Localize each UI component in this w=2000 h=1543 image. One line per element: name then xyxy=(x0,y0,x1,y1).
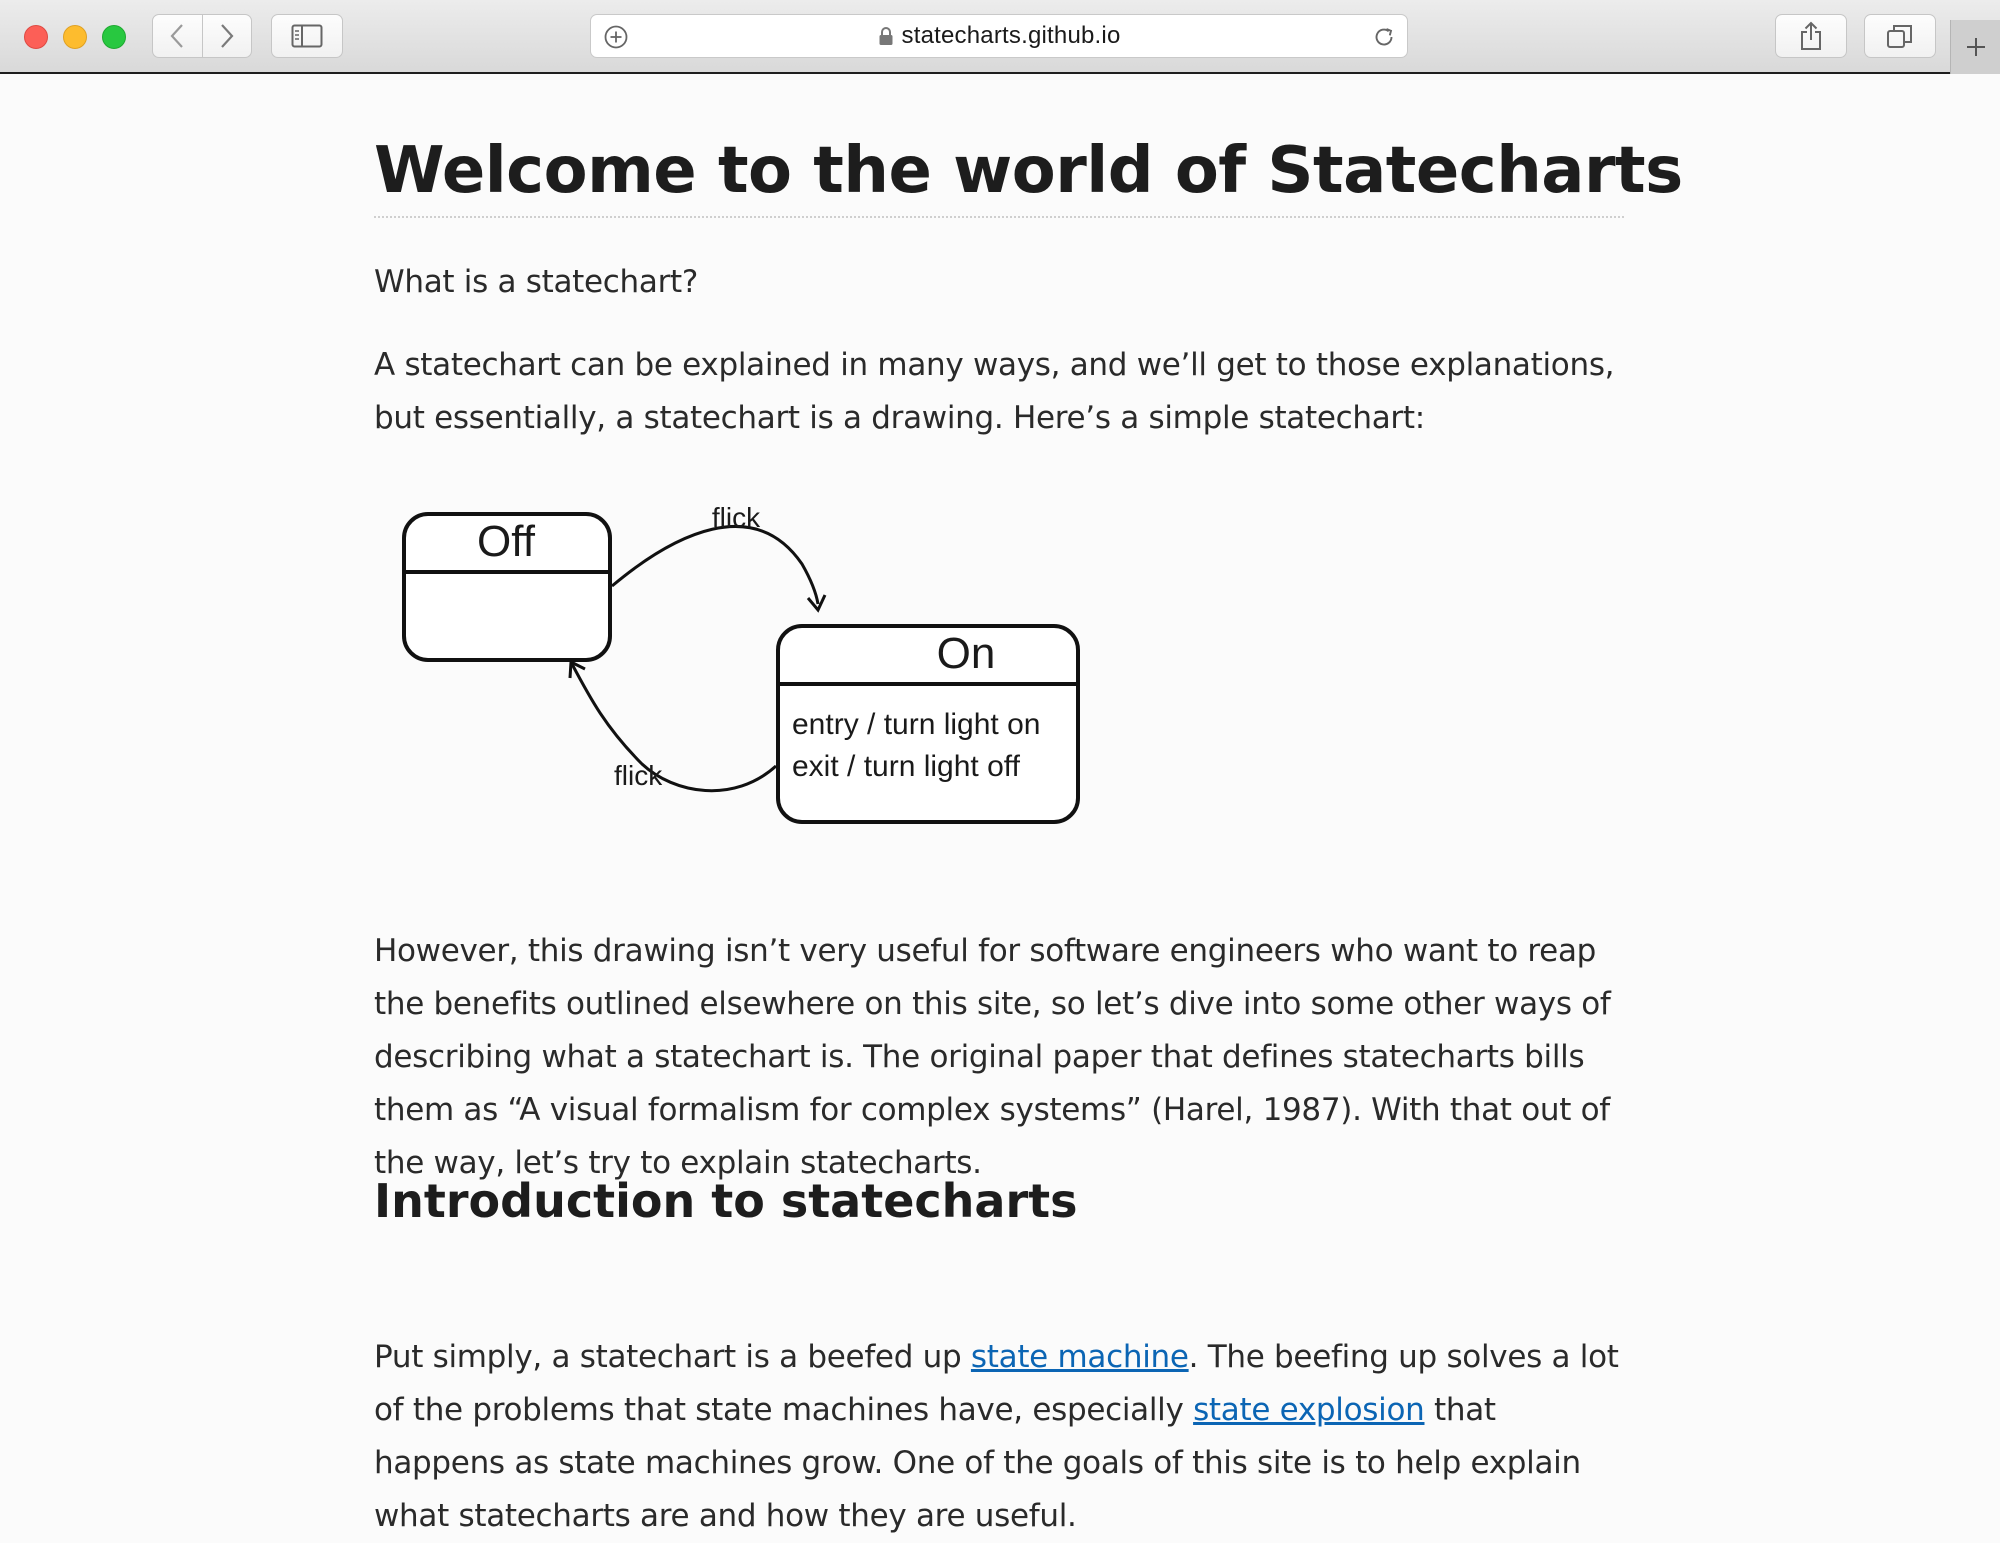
off-state-label: Off xyxy=(477,517,535,566)
transition-on-to-off xyxy=(572,664,776,791)
share-button[interactable] xyxy=(1775,14,1847,58)
p3-text-3: that happens as state machines grow. One of the goals of this site is to help explain what statecharts are and how they are useful. xyxy=(374,1392,1581,1534)
statechart-diagram xyxy=(374,474,1094,914)
chevron-left-icon xyxy=(169,23,185,49)
zoom-window-button[interactable] xyxy=(102,25,126,49)
flick-label-bottom: flick xyxy=(614,760,663,791)
intro-to-statecharts-paragraph xyxy=(374,1331,1624,1543)
close-window-button[interactable] xyxy=(24,25,48,49)
show-tabs-button[interactable] xyxy=(1864,14,1936,58)
page-title: Welcome to the world of Statecharts xyxy=(374,134,1683,208)
navigation-buttons xyxy=(152,14,252,58)
on-state-label: On xyxy=(936,629,996,678)
p3-text-1: Put simply, a statechart is a beefed up xyxy=(374,1339,971,1375)
share-icon xyxy=(1799,21,1823,51)
new-tab-button[interactable] xyxy=(1950,20,2000,74)
sidebar-icon xyxy=(291,24,323,48)
flick-label-top: flick xyxy=(711,502,761,533)
sidebar-button[interactable] xyxy=(271,14,343,58)
minimize-window-button[interactable] xyxy=(63,25,87,49)
question-paragraph: What is a statechart? xyxy=(374,264,699,300)
paragraph-description: However, this drawing isn’t very useful for software engineers who want to reap the benefits outlined elsewhere on this site, so let’s dive into some other ways of describing what a statechart is. The original paper that defines statecharts bills them as “A visual formalism for complex systems” (Harel, 1987). With that out of the way, let’s try to explain statecharts. xyxy=(374,933,1611,1181)
browser-toolbar xyxy=(0,0,2000,74)
on-entry-action: entry / turn light on xyxy=(792,708,1041,741)
title-divider xyxy=(374,216,1624,218)
reload-icon[interactable] xyxy=(1371,24,1397,50)
forward-button[interactable] xyxy=(203,15,252,57)
section-heading: Introduction to statecharts xyxy=(374,1174,1078,1228)
back-button[interactable] xyxy=(153,15,203,57)
tabs-overview-icon xyxy=(1886,23,1914,49)
chevron-right-icon xyxy=(219,23,235,49)
url-display xyxy=(591,15,1407,57)
transition-off-to-on xyxy=(612,526,818,604)
intro-paragraph: A statechart can be explained in many ways, and we’ll get to those explanations, but essentially, a statechart is a drawing. Here’s a simple statechart: xyxy=(374,347,1615,436)
lock-icon xyxy=(878,26,894,46)
url-text: statecharts.github.io xyxy=(901,22,1121,49)
address-bar[interactable] xyxy=(590,14,1408,58)
plus-icon xyxy=(1965,36,1987,58)
state-explosion-link[interactable]: state explosion xyxy=(1193,1392,1425,1428)
p3-text-2: . The beefing up solves a lot of the problems that state machines have, especially xyxy=(374,1339,1619,1428)
state-machine-link[interactable]: state machine xyxy=(970,1339,1189,1375)
on-exit-action: exit / turn light off xyxy=(792,750,1020,783)
